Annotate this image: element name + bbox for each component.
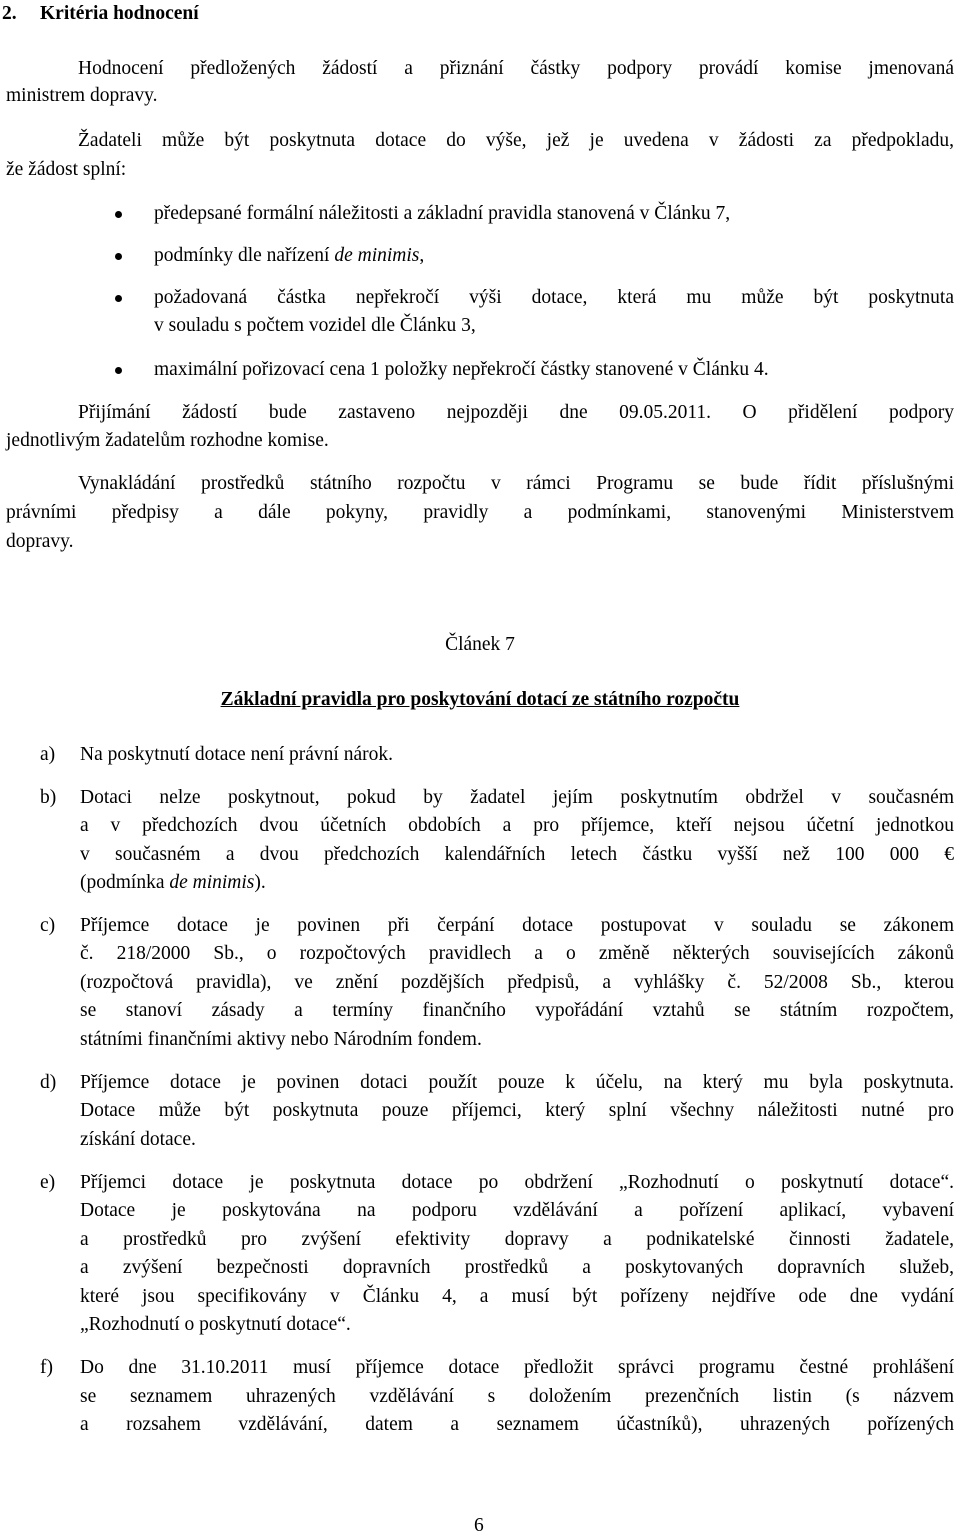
paragraph-3-line-2: jednotlivým žadatelům rozhodne komise. xyxy=(6,430,329,451)
item-e-marker: e) xyxy=(40,1172,56,1193)
item-e-line-5: které jsou specifikovány v Článku 4, a musí být pořízeny nejdříve ode dne vydání xyxy=(80,1286,954,1307)
bullet-item-2 xyxy=(154,244,424,268)
item-e-line-4: a zvýšení bezpečnosti dopravních prostředků a poskytovaných dopravních služeb, xyxy=(80,1257,954,1278)
item-f-line-1: Do dne 31.10.2011 musí příjemce dotace předložit správci programu čestné prohlášení xyxy=(80,1357,954,1378)
item-d-line-2: Dotace může být poskytnuta pouze příjemci, který splní všechny náležitosti nutné pro xyxy=(80,1100,954,1121)
bullet-dot xyxy=(115,211,122,218)
section-number: 2. xyxy=(2,3,17,24)
item-e-line-3: a prostředků pro zvýšení efektivity dopravy a podnikatelské činnosti žadatele, xyxy=(80,1229,954,1250)
item-e-line-2: Dotace je poskytována na podporu vzdělávání a pořízení aplikací, vybavení xyxy=(80,1200,954,1221)
bullet-dot xyxy=(115,367,122,374)
bullet-item-3-line-2: v souladu s počtem vozidel dle Článku 3, xyxy=(154,315,476,336)
item-f-marker: f) xyxy=(40,1357,53,1378)
item-c-line-4: se stanoví zásady a termíny finančního vypořádání vztahů se státním rozpočtem, xyxy=(80,1000,954,1021)
bullet-item-4: maximální pořizovací cena 1 položky nepřekročí částky stanovené v Článku 4. xyxy=(154,359,769,380)
bullet-item-2-italic: de minimis xyxy=(334,245,420,266)
item-c-line-1: Příjemce dotace je povinen při čerpání dotace postupovat v souladu se zákonem xyxy=(80,915,954,936)
item-b-line-1: Dotaci nelze poskytnout, pokud by žadatel jejím poskytnutím obdržel v současném xyxy=(80,787,954,808)
item-e-line-1: Příjemci dotace je poskytnuta dotace po obdržení „Rozhodnutí o poskytnutí dotace“. xyxy=(80,1172,954,1193)
item-b-line-2: a v předchozích dvou účetních obdobích a pro příjemce, kteří nejsou účetní jednotkou xyxy=(80,815,954,836)
item-b-marker: b) xyxy=(40,787,57,808)
article-title xyxy=(0,688,960,712)
item-a-marker: a) xyxy=(40,744,56,765)
article-number: Článek 7 xyxy=(445,634,515,655)
item-b-line-4-text: (podmínka xyxy=(80,872,170,893)
bullet-item-1: předepsané formální náležitosti a základní pravidla stanovená v Článku 7, xyxy=(154,203,731,224)
bullet-item-2-text: podmínky dle nařízení xyxy=(154,245,335,266)
item-b-line-4-end: ). xyxy=(254,872,266,893)
item-d-marker: d) xyxy=(40,1072,57,1093)
item-e-line-6: „Rozhodnutí o poskytnutí dotace“. xyxy=(80,1314,351,1335)
item-c-line-5: státními finančními aktivy nebo Národním fondem. xyxy=(80,1029,482,1050)
paragraph-2-line-1: Žadateli může být poskytnuta dotace do výše, jež je uvedena v žádosti za předpokladu, xyxy=(78,130,954,151)
bullet-dot xyxy=(115,253,122,260)
paragraph-2-line-2: že žádost splní: xyxy=(6,159,127,180)
paragraph-1-line-2: ministrem dopravy. xyxy=(6,85,158,106)
paragraph-4-line-3: dopravy. xyxy=(6,531,74,552)
item-d-line-1: Příjemce dotace je povinen dotaci použít pouze k účelu, na který mu byla poskytnuta. xyxy=(80,1072,954,1093)
paragraph-4-line-1: Vynakládání prostředků státního rozpočtu v rámci Programu se bude řídit příslušnými xyxy=(78,473,954,494)
paragraph-1-line-1: Hodnocení předložených žádostí a přiznání částky podpory provádí komise jmenovaná xyxy=(78,58,954,79)
item-f-line-3: a rozsahem vzdělávání, datem a seznamem účastníků), uhrazených pořízených xyxy=(80,1414,954,1435)
item-b-line-4-italic: de minimis xyxy=(169,872,255,893)
section-title: Kritéria hodnocení xyxy=(40,3,199,24)
page-number: 6 xyxy=(474,1515,484,1536)
article-title-text: Základní pravidla pro poskytování dotací ze státního rozpočtu xyxy=(220,689,740,710)
paragraph-4-line-2: právními předpisy a dále pokyny, pravidly a podmínkami, stanovenými Ministerstvem xyxy=(6,502,954,523)
bullet-item-3-line-1: požadovaná částka nepřekročí výši dotace, která mu může být poskytnuta xyxy=(154,287,954,308)
item-b-line-4 xyxy=(80,871,266,895)
paragraph-3-line-1: Přijímání žádostí bude zastaveno nejpozději dne 09.05.2011. O přidělení podpory xyxy=(78,402,954,423)
item-c-line-2: č. 218/2000 Sb., o rozpočtových pravidlech a o změně některých souvisejících zákonů xyxy=(80,943,954,964)
item-a-line-1: Na poskytnutí dotace není právní nárok. xyxy=(80,744,393,765)
bullet-item-2-end: , xyxy=(419,245,425,266)
item-c-line-3: (rozpočtová pravidla), ve znění pozdějších předpisů, a vyhlášky č. 52/2008 Sb., kterou xyxy=(80,972,954,993)
item-d-line-3: získání dotace. xyxy=(80,1129,196,1150)
bullet-dot xyxy=(115,295,122,302)
item-c-marker: c) xyxy=(40,915,56,936)
item-f-line-2: se seznamem uhrazených vzdělávání s doložením prezenčních listin (s názvem xyxy=(80,1386,954,1407)
item-b-line-3: v současném a dvou předchozích kalendářních letech částku vyšší než 100 000 € xyxy=(80,844,954,865)
